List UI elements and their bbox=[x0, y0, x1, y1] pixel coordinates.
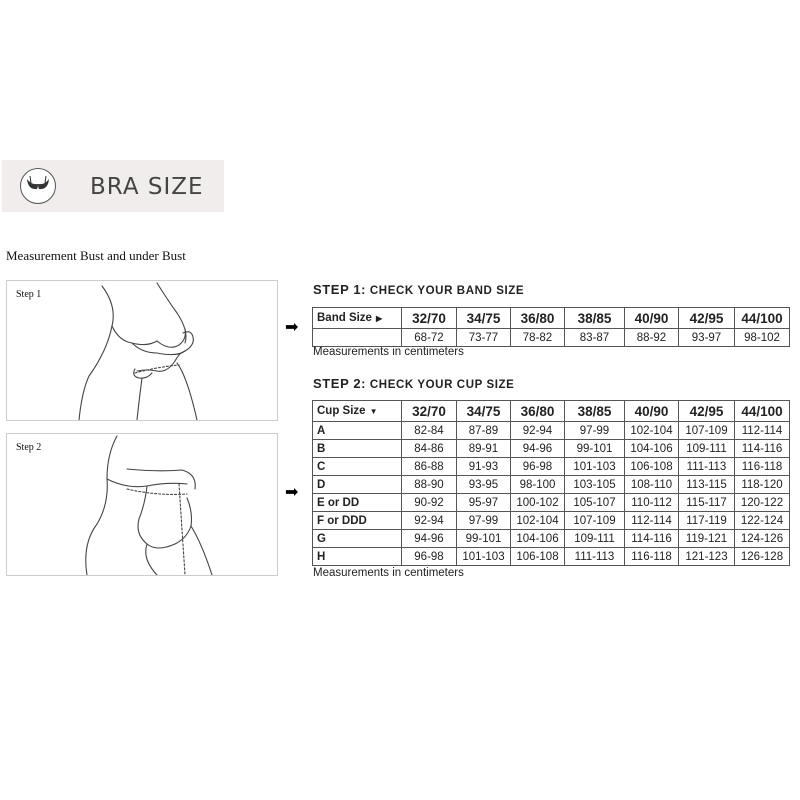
cup-cell: 101-103 bbox=[565, 458, 625, 476]
cup-label-cell: H bbox=[313, 548, 402, 566]
cup-cell: 98-100 bbox=[511, 476, 565, 494]
cup-cell: 99-101 bbox=[565, 440, 625, 458]
step2-figure-icon bbox=[7, 434, 277, 575]
cup-step-heading bbox=[313, 376, 514, 391]
table-row bbox=[313, 329, 790, 347]
table-row bbox=[313, 401, 790, 422]
arrow-right-icon: ➡ bbox=[285, 484, 299, 501]
cup-cell: 99-101 bbox=[457, 530, 511, 548]
cup-cell: 89-91 bbox=[457, 440, 511, 458]
band-measure-cell: 88-92 bbox=[625, 329, 679, 347]
cup-cell: 105-107 bbox=[565, 494, 625, 512]
cup-cell: 96-98 bbox=[402, 548, 457, 566]
cup-cell: 97-99 bbox=[457, 512, 511, 530]
cup-cell: 107-109 bbox=[679, 422, 735, 440]
cup-label-cell: C bbox=[313, 458, 402, 476]
band-step-heading bbox=[313, 282, 524, 297]
cup-cell: 109-111 bbox=[679, 440, 735, 458]
cup-label-cell: B bbox=[313, 440, 402, 458]
band-measure-cell: 93-97 bbox=[679, 329, 735, 347]
cup-cell: 109-111 bbox=[565, 530, 625, 548]
cup-step-number: STEP 2: bbox=[313, 376, 367, 391]
band-size-header: 32/70 bbox=[402, 308, 457, 329]
cup-cell: 102-104 bbox=[511, 512, 565, 530]
cup-cell: 103-105 bbox=[565, 476, 625, 494]
cup-cell: 96-98 bbox=[511, 458, 565, 476]
cup-cell: 95-97 bbox=[457, 494, 511, 512]
cup-cell: 118-120 bbox=[735, 476, 790, 494]
band-measure-cell: 78-82 bbox=[511, 329, 565, 347]
cup-cell: 93-95 bbox=[457, 476, 511, 494]
cup-cell: 108-110 bbox=[625, 476, 679, 494]
cup-cell: 106-108 bbox=[625, 458, 679, 476]
band-measure-cell: 98-102 bbox=[735, 329, 790, 347]
cup-cell: 126-128 bbox=[735, 548, 790, 566]
cup-cell: 86-88 bbox=[402, 458, 457, 476]
cup-cell: 111-113 bbox=[679, 458, 735, 476]
cup-cell: 115-117 bbox=[679, 494, 735, 512]
cup-cell: 110-112 bbox=[625, 494, 679, 512]
band-size-header: 38/85 bbox=[565, 308, 625, 329]
band-size-label: Band Size bbox=[317, 312, 372, 324]
cup-size-header: 32/70 bbox=[402, 401, 457, 422]
cup-cell: 112-114 bbox=[625, 512, 679, 530]
cup-cell: 120-122 bbox=[735, 494, 790, 512]
step2-label: Step 2 bbox=[16, 442, 42, 453]
cup-cell: 111-113 bbox=[565, 548, 625, 566]
cup-label-cell: D bbox=[313, 476, 402, 494]
cup-cell: 100-102 bbox=[511, 494, 565, 512]
cup-cell: 121-123 bbox=[679, 548, 735, 566]
step1-label: Step 1 bbox=[16, 289, 42, 300]
band-size-header: 34/75 bbox=[457, 308, 511, 329]
cup-cell: 116-118 bbox=[735, 458, 790, 476]
cup-size-header: 40/90 bbox=[625, 401, 679, 422]
table-row bbox=[313, 548, 790, 566]
cup-cell: 122-124 bbox=[735, 512, 790, 530]
band-size-header: 40/90 bbox=[625, 308, 679, 329]
caret-right-icon: ▶ bbox=[375, 314, 383, 323]
table-row bbox=[313, 440, 790, 458]
table-row bbox=[313, 512, 790, 530]
cup-size-header: 38/85 bbox=[565, 401, 625, 422]
cup-cell: 113-115 bbox=[679, 476, 735, 494]
cup-cell: 90-92 bbox=[402, 494, 457, 512]
table-row bbox=[313, 458, 790, 476]
measurement-subtitle: Measurement Bust and under Bust bbox=[6, 248, 186, 263]
band-measure-cell: 73-77 bbox=[457, 329, 511, 347]
cup-size-label: Cup Size bbox=[317, 405, 366, 417]
cup-size-header: 42/95 bbox=[679, 401, 735, 422]
cup-cell: 102-104 bbox=[625, 422, 679, 440]
cup-cell: 114-116 bbox=[735, 440, 790, 458]
table-row bbox=[313, 422, 790, 440]
band-measure-cell: 83-87 bbox=[565, 329, 625, 347]
cup-cell: 92-94 bbox=[402, 512, 457, 530]
cup-cell: 107-109 bbox=[565, 512, 625, 530]
cup-label-cell: G bbox=[313, 530, 402, 548]
band-step-title: CHECK YOUR BAND SIZE bbox=[369, 285, 525, 297]
cup-measurement-note: Measurements in centimeters bbox=[313, 567, 464, 579]
cup-cell: 87-89 bbox=[457, 422, 511, 440]
cup-cell: 94-96 bbox=[402, 530, 457, 548]
table-row bbox=[313, 308, 790, 329]
cup-cell: 116-118 bbox=[625, 548, 679, 566]
cup-cell: 92-94 bbox=[511, 422, 565, 440]
band-size-header: 44/100 bbox=[735, 308, 790, 329]
cup-cell: 112-114 bbox=[735, 422, 790, 440]
cup-cell: 114-116 bbox=[625, 530, 679, 548]
band-size-header: 36/80 bbox=[511, 308, 565, 329]
band-size-table bbox=[312, 307, 790, 347]
caret-down-icon: ▼ bbox=[369, 407, 378, 416]
cup-cell: 82-84 bbox=[402, 422, 457, 440]
band-size-empty-cell bbox=[313, 329, 402, 347]
cup-cell: 97-99 bbox=[565, 422, 625, 440]
cup-cell: 119-121 bbox=[679, 530, 735, 548]
cup-cell: 124-126 bbox=[735, 530, 790, 548]
table-row bbox=[313, 476, 790, 494]
cup-size-table bbox=[312, 400, 790, 566]
cup-size-header: 34/75 bbox=[457, 401, 511, 422]
bra-icon bbox=[20, 168, 56, 204]
cup-label-cell: E or DD bbox=[313, 494, 402, 512]
cup-cell: 101-103 bbox=[457, 548, 511, 566]
band-measurement-note: Measurements in centimeters bbox=[313, 346, 464, 358]
cup-size-header: 44/100 bbox=[735, 401, 790, 422]
band-size-label-cell bbox=[313, 308, 402, 329]
cup-cell: 88-90 bbox=[402, 476, 457, 494]
step1-illustration bbox=[6, 280, 278, 421]
cup-label-cell: F or DDD bbox=[313, 512, 402, 530]
cup-cell: 94-96 bbox=[511, 440, 565, 458]
step2-illustration bbox=[6, 433, 278, 576]
cup-cell: 91-93 bbox=[457, 458, 511, 476]
cup-size-label-cell bbox=[313, 401, 402, 422]
band-step-number: STEP 1: bbox=[313, 282, 367, 297]
cup-cell: 106-108 bbox=[511, 548, 565, 566]
cup-label-cell: A bbox=[313, 422, 402, 440]
cup-cell: 104-106 bbox=[625, 440, 679, 458]
band-measure-cell: 68-72 bbox=[402, 329, 457, 347]
band-size-header: 42/95 bbox=[679, 308, 735, 329]
cup-cell: 117-119 bbox=[679, 512, 735, 530]
table-row bbox=[313, 530, 790, 548]
cup-size-header: 36/80 bbox=[511, 401, 565, 422]
table-row bbox=[313, 494, 790, 512]
arrow-right-icon: ➡ bbox=[285, 319, 299, 336]
cup-cell: 84-86 bbox=[402, 440, 457, 458]
cup-step-title: CHECK YOUR CUP SIZE bbox=[369, 379, 515, 391]
cup-cell: 104-106 bbox=[511, 530, 565, 548]
header-bar bbox=[2, 160, 224, 212]
page-title: BRA SIZE bbox=[90, 174, 204, 200]
step1-figure-icon bbox=[7, 281, 277, 420]
